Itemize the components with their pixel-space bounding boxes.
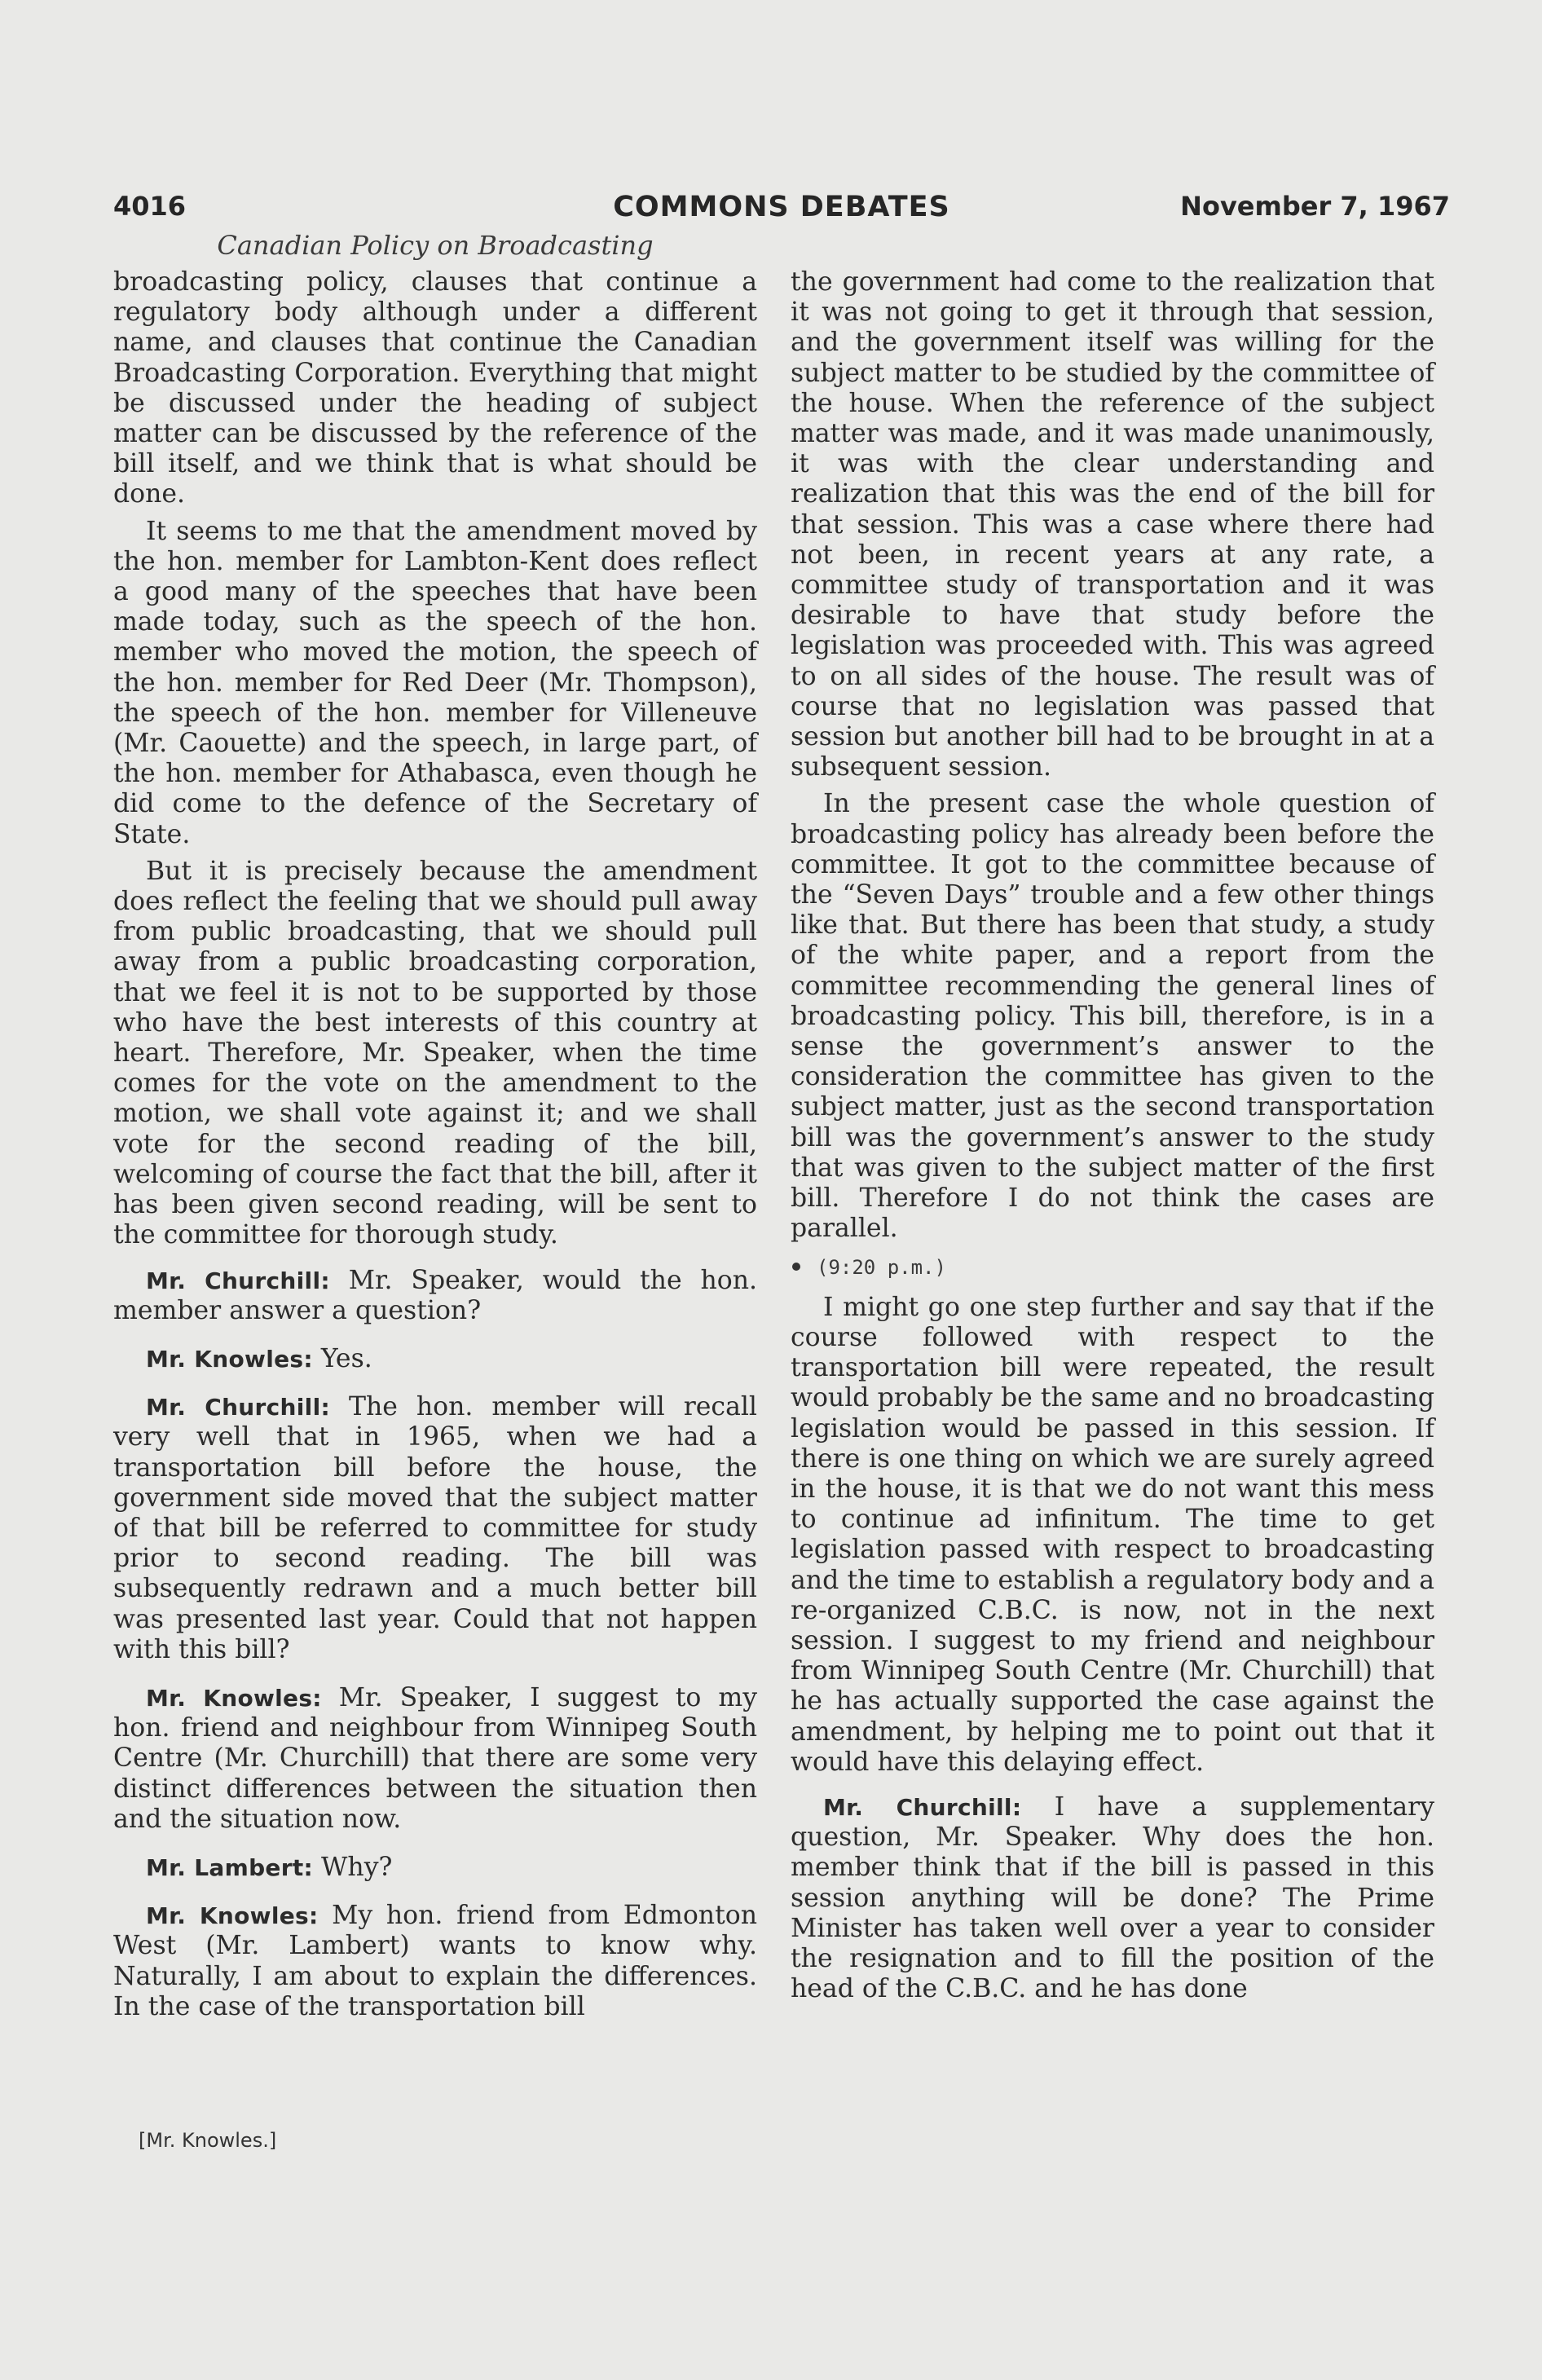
speaker-name: Mr. Churchill: bbox=[823, 1793, 1022, 1821]
speaker-name: Mr. Churchill: bbox=[146, 1267, 330, 1294]
time-stamp bbox=[791, 1253, 1434, 1283]
page-header bbox=[113, 191, 1450, 231]
speech-text: Mr. Speaker, would the hon. member answer a question? bbox=[113, 1265, 758, 1325]
speech-paragraph bbox=[791, 1792, 1434, 2004]
speech-text: I have a supplementary question, Mr. Speaker. Why does the hon. member think that if the bill is passed in this session anything will be done? The Prime Minister has taken well over a year to consider the resignation and to fill the position of the head of the C.B.C. and he has done bbox=[791, 1792, 1435, 2004]
bullet-icon bbox=[792, 1263, 800, 1271]
speech-paragraph bbox=[113, 1853, 757, 1883]
speaker-reference: [Mr. Knowles.] bbox=[139, 2129, 277, 2152]
time-text: (9:20 p.m.) bbox=[817, 1255, 946, 1279]
speech-paragraph bbox=[113, 1266, 757, 1326]
speaker-name: Mr. Lambert: bbox=[146, 1853, 314, 1881]
speech-text: Mr. Speaker, I suggest to my hon. friend and neighbour from Winnipeg South Centre (Mr. Churchill) that there are some very distinct differences between the situation then and the situation now. bbox=[113, 1682, 757, 1834]
speech-paragraph bbox=[113, 1392, 757, 1665]
subject-heading: Canadian Policy on Broadcasting bbox=[217, 230, 654, 261]
paragraph: I might go one step further and say that if the course followed with respect to the transportation bill were repeated, the result would probably be the same and no broadcasting legislation would be passed in this session. If there is one thing on which we are surely agreed in the house, it is that we do not want this mess to continue ad infinitum. The time to get legislation passed with respect to broadcasting and the time to establish a regulatory body and a re-organized C.B.C. is now, not in the next session. I suggest to my friend and neighbour from Winnipeg South Centre (Mr. Churchill) that he has actually supported the case against the amendment, by helping me to point out that it would have this delaying effect. bbox=[791, 1292, 1434, 1777]
left-column bbox=[113, 267, 757, 2029]
continued-paragraph: the government had come to the realization that it was not going to get it through that session, and the government itself was willing for the subject matter to be studied by the committee of the house. When the reference of the subject matter was made, and it was made unanimously, it was with the clear understanding and realization that this was the end of the bill for that session. This was a case where there had not been, in recent years at any rate, a committee study of transportation and it was desirable to have that study before the legislation was proceeded with. This was agreed to on all sides of the house. The result was of course that no legislation was passed that session but another bill had to be brought in at a subsequent session. bbox=[791, 267, 1434, 782]
speaker-name: Mr. Churchill: bbox=[146, 1394, 330, 1421]
paragraph: In the present case the whole question of broadcasting policy has already been before the committee. It got to the committee because of the “Seven Days” trouble and a few other things like that. But there has been that study, a study of the white paper, and a report from the committee recommending the general lines of broadcasting policy. This bill, therefore, is in a sense the government’s answer to the consideration the committee has given to the subject matter, just as the second transportation bill was the government’s answer to the study that was given to the subject matter of the first bill. Therefore I do not think the cases are parallel. bbox=[791, 789, 1434, 1244]
continued-paragraph: broadcasting policy, clauses that continue a regulatory body although under a different name, and clauses that continue the Canadian Broadcasting Corporation. Everything that might be discussed under the heading of subject matter can be discussed by the reference of the bill itself, and we think that is what should be done. bbox=[113, 267, 757, 509]
page-number: 4016 bbox=[113, 191, 187, 222]
paragraph: But it is precisely because the amendment does reflect the feeling that we should pull away from public broadcasting, that we should pull away from a public broadcasting corporation, that we feel it is not to be supported by those who have the best interests of this country at heart. Therefore, Mr. Speaker, when the time comes for the vote on the amendment to the motion, we shall vote against it; and we shall vote for the second reading of the bill, welcoming of course the fact that the bill, after it has been given second reading, will be sent to the committee for thorough study. bbox=[113, 856, 757, 1250]
speaker-name: Mr. Knowles: bbox=[146, 1902, 319, 1930]
speech-paragraph bbox=[113, 1683, 757, 1835]
speaker-name: Mr. Knowles: bbox=[146, 1345, 313, 1373]
speech-paragraph bbox=[113, 1901, 757, 2022]
paragraph: It seems to me that the amendment moved by the hon. member for Lambton-Kent does reflect a good many of the speeches that have been made today, such as the speech of the hon. member who moved the motion, the speech of the hon. member for Red Deer (Mr. Thompson), the speech of the hon. member for Villeneuve (Mr. Caouette) and the speech, in large part, of the hon. member for Athabasca, even though he did come to the defence of the Secretary of State. bbox=[113, 516, 757, 849]
speech-text: Yes. bbox=[320, 1343, 372, 1373]
right-column bbox=[791, 267, 1434, 2011]
debate-date: November 7, 1967 bbox=[1180, 191, 1450, 222]
speech-text: Why? bbox=[321, 1852, 393, 1882]
publication-title: COMMONS DEBATES bbox=[613, 191, 950, 223]
speech-paragraph bbox=[113, 1344, 757, 1374]
speech-text: My hon. friend from Edmonton West (Mr. Lambert) wants to know why. Naturally, I am about to explain the differences. In the case of the transportation bill bbox=[113, 1901, 757, 2021]
speaker-name: Mr. Knowles: bbox=[146, 1684, 322, 1712]
speech-text: The hon. member will recall very well that in 1965, when we had a transportation bill before the house, the government side moved that the subject matter of that bill be referred to committee for study prior to second reading. The bill was subsequently redrawn and a much better bill was presented last year. Could that not happen with this bill? bbox=[113, 1392, 757, 1664]
